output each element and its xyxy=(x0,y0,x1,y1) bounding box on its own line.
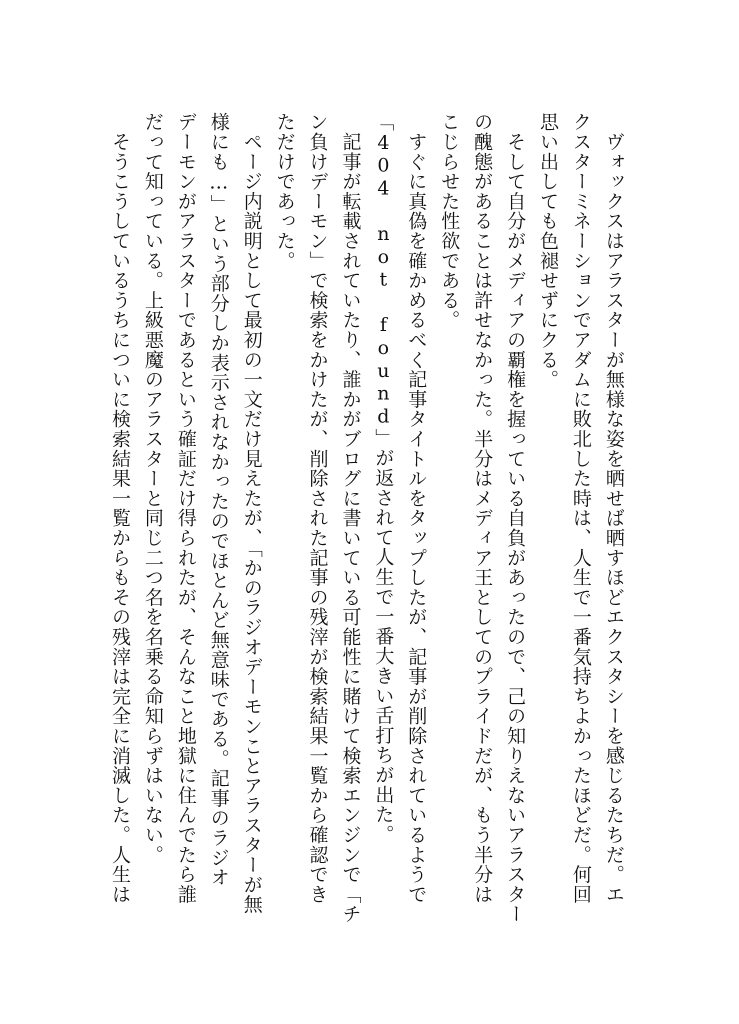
text-line-4: そして自分がメディアの覇権を握っている自負があったので、己の知りえないアラスター xyxy=(504,112,527,924)
text-line-8: 「404 not found」が返されて人生で一番大きい舌打ちが出た。 xyxy=(372,112,395,844)
text-line-11: ただけであった。 xyxy=(273,112,296,271)
text-line-9: 記事が転載されていたり、誰かがブログに書いている可能性に賭けて検索エンジンで「チ xyxy=(339,112,362,924)
text-line-2: クスターミネーションでアダムに敗北した時は、人生で一番気持ちよかったほどだ。何回 xyxy=(569,112,592,904)
text-line-16: そうこうしているうちについに検索結果一覧からもその残滓は完全に消滅した。人生は xyxy=(109,112,131,904)
text-line-12: ページ内説明として最初の一文だけ見えたが、「かのラジオデーモンことアラスターが無 xyxy=(240,112,263,915)
vertical-text-body xyxy=(107,112,627,932)
text-line-13: 様にも…」という部分しか表示されなかったのでほとんど無意味である。記事のラジオ xyxy=(207,112,230,888)
text-line-6: こじらせた性欲である。 xyxy=(438,112,461,330)
text-line-7: すぐに真偽を確かめるべく記事タイトルをタップしたが、記事が削除されているようで xyxy=(405,112,428,904)
text-line-14: デーモンがアラスターであるという確証だけ得られたが、そんなこと地獄に住んでたら誰 xyxy=(174,112,197,904)
text-line-5: の醜態があることは許せなかった。半分はメディア王としてのプライドだが、もう半分は xyxy=(471,112,494,904)
text-line-15: だって知っている。上級悪魔のアラスターと同じ二つ名を名乗る命知らずはいない。 xyxy=(141,112,164,865)
text-line-3: 思い出しても色褪せずにクる。 xyxy=(536,112,559,390)
text-line-1: ヴォックスはアラスターが無様な姿を晒せば晒すほどエクスタシーを感じるたちだ。エ xyxy=(602,112,625,904)
text-line-10: ン負けデーモン」で検索をかけたが、削除された記事の残滓が検索結果一覧から確認でき xyxy=(306,112,329,904)
